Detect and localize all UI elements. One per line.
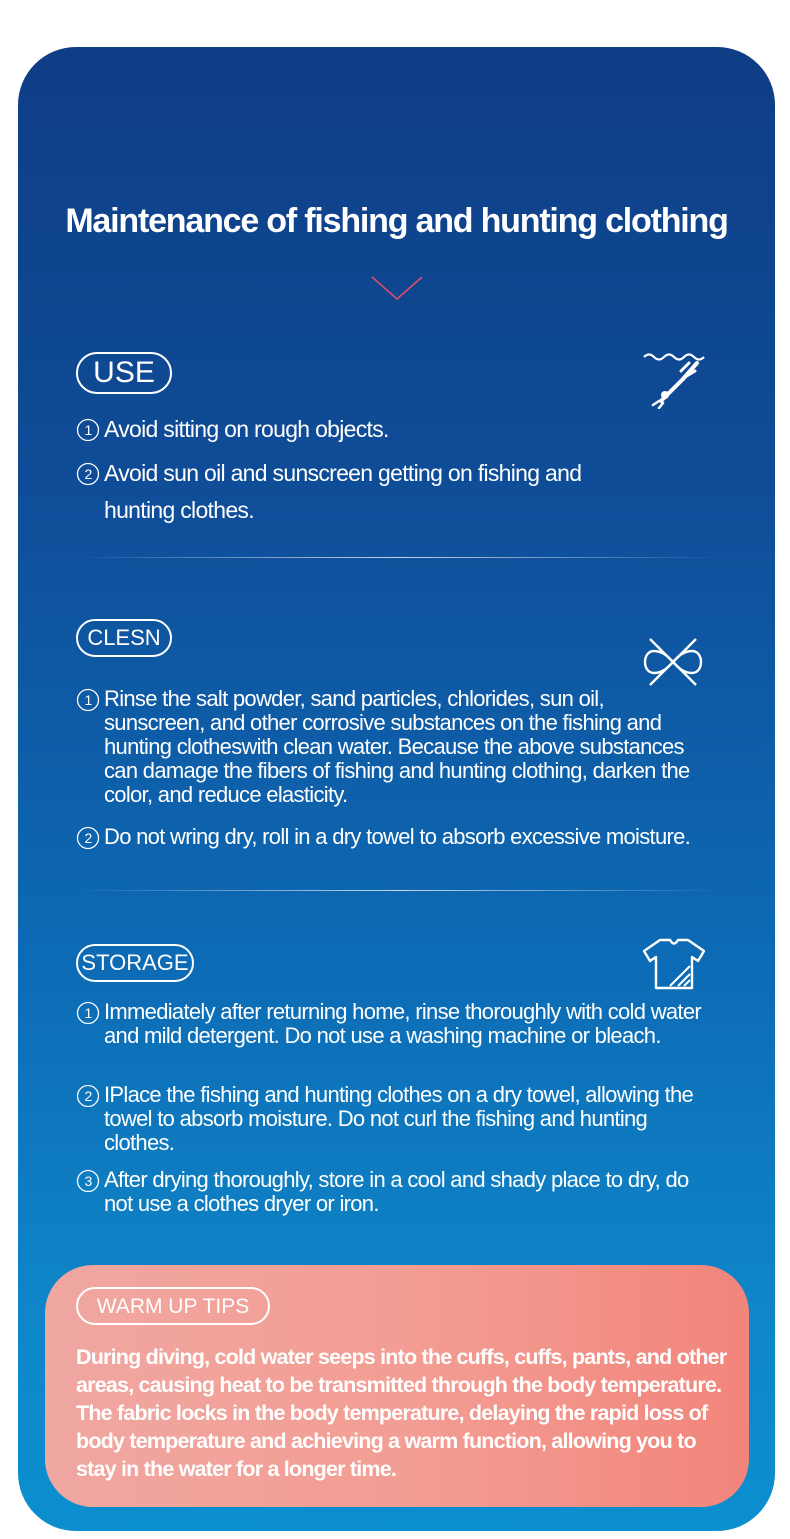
circled-number-1-icon xyxy=(76,418,100,442)
divider xyxy=(73,557,723,558)
storage-item-3 xyxy=(76,1168,696,1216)
circled-number-2-icon xyxy=(76,1084,100,1108)
circled-number-1-icon xyxy=(76,1001,100,1025)
storage-item-text: Immediately after returning home, rinse thoroughly with cold water and mild detergent. Do not use a washing machine or bleach. xyxy=(104,999,701,1048)
use-item-text: Avoid sun oil and sunscreen getting on fishing and hunting clothes. xyxy=(104,460,582,523)
use-item-text: Avoid sitting on rough objects. xyxy=(104,416,389,442)
maintenance-card xyxy=(18,47,775,1531)
clean-item-text: Rinse the salt powder, sand particles, chlorides, sun oil, sunscreen, and other corrosive substances on the fishing and hunting clotheswith clean water. Because the above substances can damage the fibers of fishing and hunting clothing, darken the color, and reduce elasticity. xyxy=(104,686,690,807)
storage-item-1 xyxy=(76,1000,716,1048)
circled-number-2-icon xyxy=(76,462,100,486)
svg-text:2: 2 xyxy=(84,1088,92,1104)
storage-item-text: After drying thoroughly, store in a cool and shady place to dry, do not use a clothes dryer or iron. xyxy=(104,1167,689,1216)
warm-up-tips-panel xyxy=(45,1265,749,1507)
svg-text:1: 1 xyxy=(84,1005,92,1021)
diver-icon xyxy=(641,349,707,409)
use-label: USE xyxy=(76,352,172,394)
svg-text:1: 1 xyxy=(84,692,92,708)
svg-text:2: 2 xyxy=(84,466,92,482)
shirt-dry-icon xyxy=(640,937,708,991)
clean-item-1 xyxy=(76,687,706,807)
svg-text:1: 1 xyxy=(84,422,92,438)
chevron-down-icon xyxy=(370,275,424,305)
use-item-1 xyxy=(76,411,676,448)
use-item-2 xyxy=(76,455,606,529)
storage-item-text: IPlace the fishing and hunting clothes on a dry towel, allowing the towel to absorb moisture. Do not curl the fishing and hunting clothes. xyxy=(104,1082,694,1155)
storage-item-2 xyxy=(76,1083,696,1155)
circled-number-2-icon xyxy=(76,826,100,850)
clean-item-text: Do not wring dry, roll in a dry towel to absorb excessive moisture. xyxy=(104,824,691,849)
tips-body: During diving, cold water seeps into the cuffs, cuffs, pants, and other areas, causing heat to be transmitted through the body temperature. The fabric locks in the body temperature, delaying the rapid loss of body temperature and achieving a warm function, allowing you to stay in the water for a longer time. xyxy=(76,1345,727,1481)
svg-text:2: 2 xyxy=(84,830,92,846)
svg-text:3: 3 xyxy=(84,1173,92,1189)
clean-label: CLESN xyxy=(76,619,172,657)
storage-label: STORAGE xyxy=(76,944,194,982)
divider xyxy=(73,890,723,891)
page-title: Maintenance of fishing and hunting clothing xyxy=(65,202,728,240)
clean-item-2 xyxy=(76,825,706,850)
circled-number-3-icon xyxy=(76,1169,100,1193)
no-wring-icon xyxy=(638,635,708,689)
circled-number-1-icon xyxy=(76,688,100,712)
tips-label: WARM UP TIPS xyxy=(76,1287,270,1325)
